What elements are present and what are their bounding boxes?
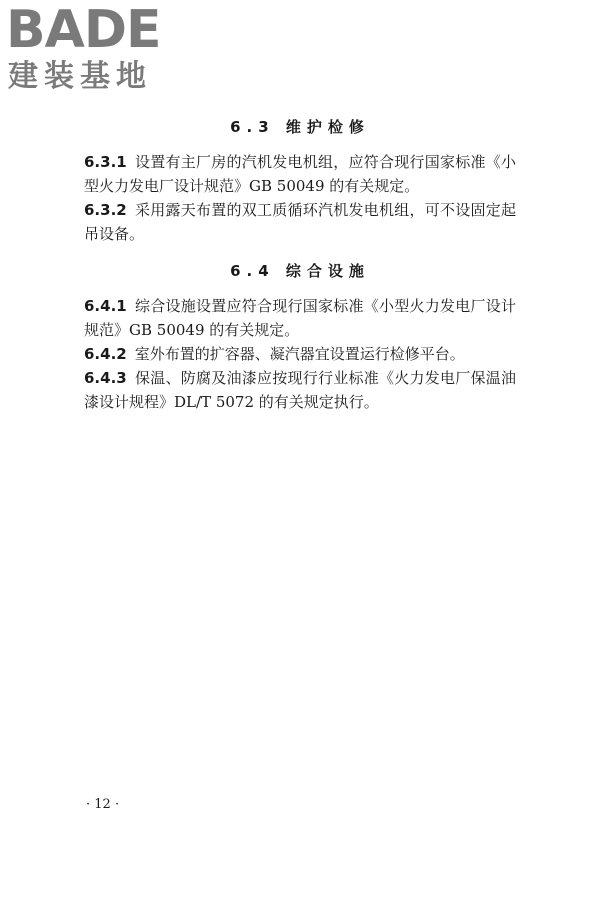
clause-text: 设置有主厂房的汽机发电机组，应符合现行国家标准《小型火力发电厂设计规范》GB 50049 的有关规定。 (84, 153, 516, 195)
clause-text: 采用露天布置的双工质循环汽机发电机组，可不设固定起吊设备。 (84, 201, 516, 243)
clause-6-4-3 (84, 366, 516, 414)
clause-text: 综合设施设置应符合现行国家标准《小型火力发电厂设计规范》GB 50049 的有关规定。 (84, 297, 516, 339)
clause-number: 6.4.2 (84, 345, 127, 363)
section-title-6-4: 6.4 综合设施 (230, 262, 370, 280)
section-title-6-3: 6.3 维护检修 (230, 118, 370, 136)
watermark-subtitle: 建装基地 (8, 59, 152, 94)
document-body (84, 114, 516, 414)
watermark-brand: BADE (6, 0, 161, 60)
page-number: · 12 · (86, 797, 120, 812)
clause-6-4-1 (84, 294, 516, 342)
clause-6-4-2 (84, 342, 516, 366)
clause-number: 6.3.2 (84, 201, 127, 219)
clause-number: 6.3.1 (84, 153, 127, 171)
clause-text: 保温、防腐及油漆应按现行行业标准《火力发电厂保温油漆设计规程》DL/T 5072 的有关规定执行。 (84, 369, 516, 411)
clause-text: 室外布置的扩容器、凝汽器宜设置运行检修平台。 (134, 345, 465, 363)
watermark-logo (6, 2, 196, 102)
clause-6-3-2 (84, 198, 516, 246)
clause-number: 6.4.1 (84, 297, 127, 315)
clause-6-3-1 (84, 150, 516, 198)
clause-number: 6.4.3 (84, 369, 127, 387)
